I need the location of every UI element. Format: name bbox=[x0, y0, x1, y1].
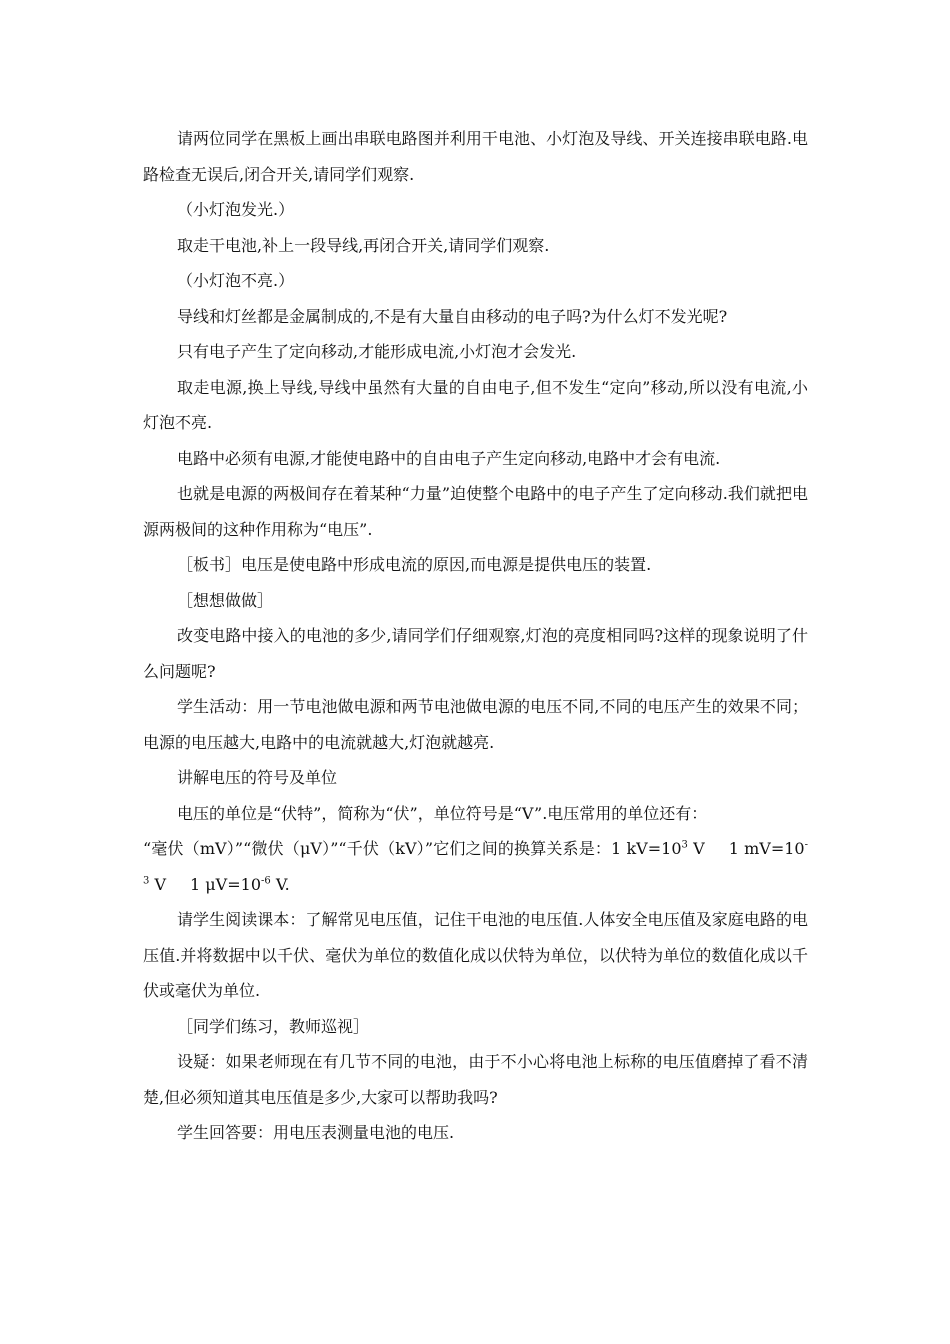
paragraph-bulb-off: （小灯泡不亮.） bbox=[177, 271, 295, 290]
paragraph-remove-battery: 取走干电池,补上一段导线,再闭合开关,请同学们观察. bbox=[177, 235, 550, 255]
paragraph-bulb-lights: （小灯泡发光.） bbox=[177, 200, 295, 219]
paragraph-read-textbook: 请学生阅读课本：了解常见电压值，记住干电池的电压值.人体安全电压值及家庭电路的电压值.并将数据中以千伏、毫伏为单位的数值化成以伏特为单位，以伏特为单位的数值化成以千伏或毫伏为单位. bbox=[143, 910, 808, 1000]
paragraph-student-answer: 学生回答要：用电压表测量电池的电压. bbox=[177, 1123, 455, 1142]
paragraph-blackboard-note: ［板书］电压是使电路中形成电流的原因,而电源是提供电压的装置. bbox=[177, 555, 652, 574]
paragraph-voltage-unit: 电压的单位是“伏特”，简称为“伏”，单位符号是“V”.电压常用的单位还有： bbox=[177, 803, 708, 823]
paragraph-think-and-do: ［想想做做］ bbox=[177, 590, 274, 610]
paragraph-directed-motion: 只有电子产生了定向移动,才能形成电流,小灯泡才会发光. bbox=[177, 342, 577, 361]
paragraph-no-current: 取走电源,换上导线,导线中虽然有大量的自由电子,但不发生“定向”移动,所以没有电流,小灯泡不亮. bbox=[143, 377, 808, 432]
conversion-mv: 1 $mV=10^{-3}$ V bbox=[143, 839, 809, 894]
paragraph-unit-conversion bbox=[143, 831, 808, 902]
document-body bbox=[143, 121, 808, 1151]
paragraph-question-electrons: 导线和灯丝都是金属制成的,不是有大量自由移动的电子吗?为什么灯不发光呢? bbox=[177, 306, 728, 326]
conversion-uv: 1 $\mu V=10^{-6}$ V. bbox=[190, 874, 290, 894]
conversion-kv: 1 $kV=10^3$ V bbox=[611, 839, 705, 858]
paragraph-series-circuit: 请两位同学在黑板上画出串联电路图并利用干电池、小灯泡及导线、开关连接串联电路.电路检查无误后,闭合开关,请同学们观察. bbox=[143, 129, 808, 184]
paragraph-practice: ［同学们练习，教师巡视］ bbox=[177, 1016, 370, 1036]
paragraph-student-activity: 学生活动：用一节电池做电源和两节电池做电源的电压不同,不同的电压产生的效果不同；电源的电压越大,电路中的电流就越大,灯泡就越亮. bbox=[143, 697, 808, 752]
paragraph-voltage-definition: 也就是电源的两极间存在着某种“力量”迫使整个电路中的电子产生了定向移动.我们就把电源两极间的这种作用称为“电压”. bbox=[143, 484, 808, 539]
paragraph-need-source: 电路中必须有电源,才能使电路中的自由电子产生定向移动,电路中才会有电流. bbox=[177, 448, 721, 468]
paragraph-question-battery: 设疑：如果老师现在有几节不同的电池，由于不小心将电池上标称的电压值磨掉了看不清楚,但必须知道其电压值是多少,大家可以帮助我吗? bbox=[143, 1052, 808, 1107]
paragraph-explain-symbol: 讲解电压的符号及单位 bbox=[177, 768, 338, 787]
conversion-lead: “毫伏（mV）”“微伏（μV）”“千伏（kV）”它们之间的换算关系是： bbox=[143, 839, 612, 858]
paragraph-change-batteries: 改变电路中接入的电池的多少,请同学们仔细观察,灯泡的亮度相同吗?这样的现象说明了什么问题呢? bbox=[143, 626, 808, 681]
